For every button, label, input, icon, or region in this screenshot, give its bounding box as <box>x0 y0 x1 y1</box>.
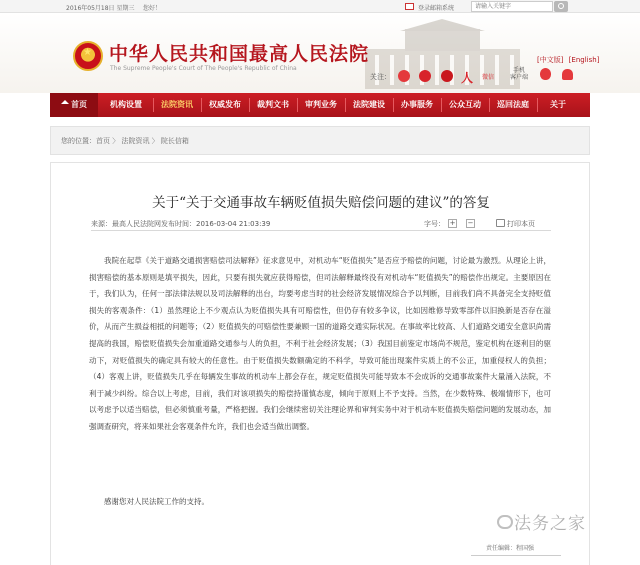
language-switch <box>537 55 602 65</box>
welcome-text: 您好！ <box>143 5 162 12</box>
nav-organization[interactable]: 机构设置 <box>110 100 142 109</box>
lang-chinese-link[interactable]: [中文版] <box>537 56 564 64</box>
font-increase-button[interactable]: + <box>449 219 456 227</box>
nav-trial-business[interactable]: 审判业务 <box>305 100 337 109</box>
article-source: 来源：最高人民法院网 <box>91 220 161 228</box>
follow-label: 关注： <box>370 73 391 81</box>
nav-authoritative-release[interactable]: 权威发布 <box>209 100 241 109</box>
android-icon[interactable] <box>562 69 573 80</box>
article-body: 我院在起草《关于道路交通损害赔偿司法解释》征求意见中，对机动车“贬值损失”是否应予赔偿的问题，讨论最为激烈。从理论上讲，损害赔偿的基本原则是填平损失，因此，只要有损失就应获得赔偿，但司法解释最终没有对机动车“贬值损失”的赔偿作出规定。主要原因在于，我们认为，任何一部法律法规以及司法解释的出台，均要考虑当时的社会经济发展情况综合予以判断，目前我们尚不具备完全支持贬值损失的客观条件：（1）虽然理论上不少观点认为贬值损失具有可赔偿性，但仍存有较多争议，比如因维修导致零部件以旧换新是否存在溢价，从而产生损益相抵的问题等；（2）贬值损失的可赔偿性要兼顾一国的道路交通实际状况。在事故率比较高、人们道路交通安全意识尚需提高的我国，赔偿贬值损失会加重道路交通参与人的负担，不利于社会经济发展；（3）我国目前鉴定市场尚不规范，鉴定机构在逐利目的驱动下，对贬值损失的确定具有较大的任意性。由于贬值损失数额确定的不科学，导致可能出现案件实质上的不公正，加重侵权人的负担；（4）客观上讲，贬值损失几乎在每辆发生事故的机动车上都会存在，规定贬值损失可能导致本不会成诉的交通事故案件大量涌入法院，不利于减少纠纷。综合以上考虑，目前，我们对该项损失的赔偿持谨慎态度，倾向于原则上不予支持。当然，在少数特殊、极端情形下，也可以考虑予以适当赔偿，但必须慎重考量，严格把握。我们会继续密切关注理论界和审判实务中对于机动车贬值损失赔偿问题的发展动态，加强调查研究，将来如果社会客观条件允许，我们也会适当做出调整。 <box>89 256 551 431</box>
tencent-weibo-icon[interactable] <box>419 70 431 82</box>
nav-court-news[interactable]: 法院资讯 <box>161 100 193 109</box>
netease-icon[interactable] <box>441 70 453 82</box>
editor-divider <box>471 555 561 556</box>
site-title: 中华人民共和国最高人民法院 <box>109 43 370 65</box>
print-icon[interactable] <box>496 219 505 227</box>
nav-judgments[interactable]: 裁判文书 <box>257 100 289 109</box>
lang-english-link[interactable]: [English] <box>568 56 600 64</box>
search-input[interactable] <box>471 1 553 12</box>
breadcrumb[interactable]: 您的位置：首页 〉 法院资讯 〉 院长信箱 <box>50 126 590 155</box>
apple-icon[interactable] <box>540 68 551 80</box>
weibo-icon[interactable] <box>398 70 410 82</box>
search-icon[interactable] <box>554 1 568 12</box>
people-icon[interactable]: 人 <box>461 71 474 85</box>
top-utility-bar <box>0 0 640 13</box>
responsible-editor: 责任编辑：程国强 <box>486 545 535 552</box>
login-mail-link[interactable]: 登录邮箱系统 <box>418 5 455 12</box>
print-page-link[interactable]: 打印本页 <box>507 220 535 228</box>
nav-public-interaction[interactable]: 公众互动 <box>449 100 481 109</box>
main-navigation <box>50 93 590 117</box>
mobile-label-1: 手机 <box>513 67 526 74</box>
national-emblem-icon <box>73 41 103 71</box>
watermark-text: 法务之家 <box>514 514 586 534</box>
mail-icon[interactable] <box>405 3 414 10</box>
mobile-client-link[interactable] <box>510 67 528 81</box>
meta-divider <box>91 230 551 231</box>
current-date: 2016年05月18日 星期三 <box>66 5 135 12</box>
nav-circuit-court[interactable]: 巡回法庭 <box>497 100 529 109</box>
mobile-label-2: 客户端 <box>510 74 529 81</box>
font-size-label: 字号： <box>424 220 445 228</box>
site-header <box>0 13 640 93</box>
article-title: 关于“关于交通事故车辆贬值损失赔偿问题的建议”的答复 <box>152 195 490 211</box>
site-subtitle: The Supreme People's Court of The People's Republic of China <box>110 65 297 72</box>
nav-services[interactable]: 办事服务 <box>401 100 433 109</box>
nav-home[interactable]: 首页 <box>50 93 98 117</box>
article-closing: 感谢您对人民法院工作的支持。 <box>104 497 209 506</box>
wechat-icon <box>497 515 513 529</box>
nav-about[interactable]: 关于 <box>550 100 566 109</box>
nav-court-construction[interactable]: 法院建设 <box>353 100 385 109</box>
weixin-link[interactable]: 微信 <box>482 74 495 81</box>
font-decrease-button[interactable]: − <box>467 219 474 227</box>
article-publish-time: 发布时间：2016-03-04 21:03:39 <box>161 220 271 228</box>
article-panel <box>50 162 590 565</box>
